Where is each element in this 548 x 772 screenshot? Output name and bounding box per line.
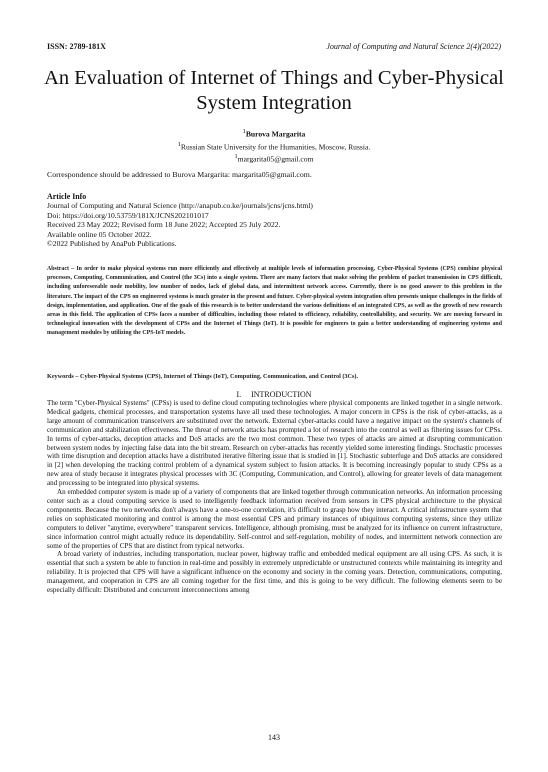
author-email: margarita05@gmail.com xyxy=(237,154,314,164)
paper-title: An Evaluation of Internet of Things and Cyber-Physical System Integration xyxy=(44,67,504,114)
issn-header: ISSN: 2789-181X xyxy=(47,42,106,51)
article-info-heading: Article Info xyxy=(47,192,87,201)
paragraph: The term "Cyber-Physical Systems" (CPSs) is used to define cloud computing technologies where physical components are linked together in a single network. Medical gadgets, chemical processes, and transportation systems have all used these technologies. A major concern in CPSs is the risk of cyber-attacks, as a large amount of communication transceivers are substituted over the network. External cyber-attacks could have a negative impact on the system's channels of communication and stabilization effectiveness. The threat of network attacks has prompted a lot of research into the control as well as filtering issues for CPSs. In terms of cyber-attacks, deception attacks and DoS attacks are the two most common. These two types of attacks are aimed at disrupting communication between system nodes by injecting false data into the bit stream. Research on cyber-attacks has recently yielded some interesting findings. Stochastic processes with time disruption and deception attacks have a distributed iterative filtering issue that is studied in [1]. Stochastic subterfuge and DoS attacks are considered in [2] when developing the tracking control problem of a dynamical system subject to fusion attacks. It is becoming increasingly popular to study CPSs as a new area of study because it integrates physical processes with 3C (Computing, Communication, and Control), allowing for greater levels of data management and processing to be integrated into physical systems. xyxy=(47,399,502,488)
keywords: Keywords – Cyber-Physical Systems (CPS), Internet of Things (IoT), Computing, Communication, and Control (3Cs). xyxy=(47,373,358,380)
journal-header: Journal of Computing and Natural Science 2(4)(2022) xyxy=(326,42,501,51)
paragraph: A broad variety of industries, including transportation, nuclear power, highway traffic and embedded medical equipment are all using CPS. As such, it is essential that such a system be able to function in real-time and possibly in extremely unpredictable or unstructured contexts while maintaining its integrity and reliability. It is projected that CPS will have a significant influence on the economy and society in the coming years. Detection, communications, computing, management, and cooperation in CPS are all coming together for the first time, and this is going to be very difficult. The following elements seem to be especially difficult: Distributed and concurrent interconnections among xyxy=(47,550,502,595)
section-heading-introduction: I. INTRODUCTION xyxy=(236,390,312,399)
page-number: 143 xyxy=(268,733,280,742)
introduction-body xyxy=(47,399,502,595)
article-info-dates: Received 23 May 2022; Revised form 18 June 2022; Accepted 25 July 2022. xyxy=(47,220,281,230)
author-name: Burova Margarita xyxy=(245,129,306,139)
article-info-copyright: ©2022 Published by AnaPub Publications. xyxy=(47,239,177,249)
article-info xyxy=(47,192,502,248)
article-info-online: Available online 05 October 2022. xyxy=(47,229,152,239)
article-info-doi: Doi: https://doi.org/10.53759/181X/JCNS202101017 xyxy=(47,210,209,220)
author-affiliation: Russian State University for the Humanities, Moscow, Russia. xyxy=(180,142,371,152)
abstract: Abstract – In order to make physical systems run more efficiently and effectively at multiple levels of information processing, Cyber-Physical Systems (CPS) combine physical processes, Computing, Communication, and Control (the 3Cs) into a single system. There are many factors that make solving the problem of packet transmission in CPS difficult, including unforeseeable node mobility, low number of nodes, lack of global data, and intermittent network access. Currently, there is no good answer to this problem in the literature. The impact of the CPS on engineered systems is much greater in the present and future. Cyber-physical system integration often presents unique challenges in the fields of design, implementation, and application. One of the goals of this research is to better understand the various definitions of an integrated CPS, as well as the growth of new research areas in this field. The application of CPSs faces a number of difficulties, including those related to efficiency, reliability, controllability, and security. We are moving forward in technological innovation with the development of CPSs and the Internet of Things (IoT). It is possible for engineers to gain a better understanding of engineering systems and management modules by utilizing the CPS-IoT models. xyxy=(47,266,502,337)
paragraph: An embedded computer system is made up of a variety of components that are linked together through communication networks. An information processing center such as a cloud computing service is used to intelligently feedback information received from sensors in CPS physical architecture to the physical components. Because the two networks don't always have a one-to-one correlation, it's difficult to grasp how they interact. A critical infrastructure system that relies on sophisticated monitoring and control is among the most essential CPS and primary instances of ubiquitous computing systems, since they utilize computers to deliver "anytime, everywhere" transparent services. Intelligence, although promising, must be analyzed for its influence on current infrastructure, since information control might actually reduce its dependability. Self-control and self-regulation, mobility of nodes, and intermittent network connection are some of the properties of CPS that are distinct from typical networks. xyxy=(47,488,502,550)
article-info-journal: Journal of Computing and Natural Science (http://anapub.co.ke/journals/jcns/jcns.html) xyxy=(47,201,313,211)
correspondence-note: Correspondence should be addressed to Burova Margarita: margarita05@gmail.com. xyxy=(47,170,312,179)
author-block: $^1$Burova Margarita $^1$Russian State University for the Humanities, Moscow, Russia. $^1$margarita05@gmail.com xyxy=(177,128,371,164)
